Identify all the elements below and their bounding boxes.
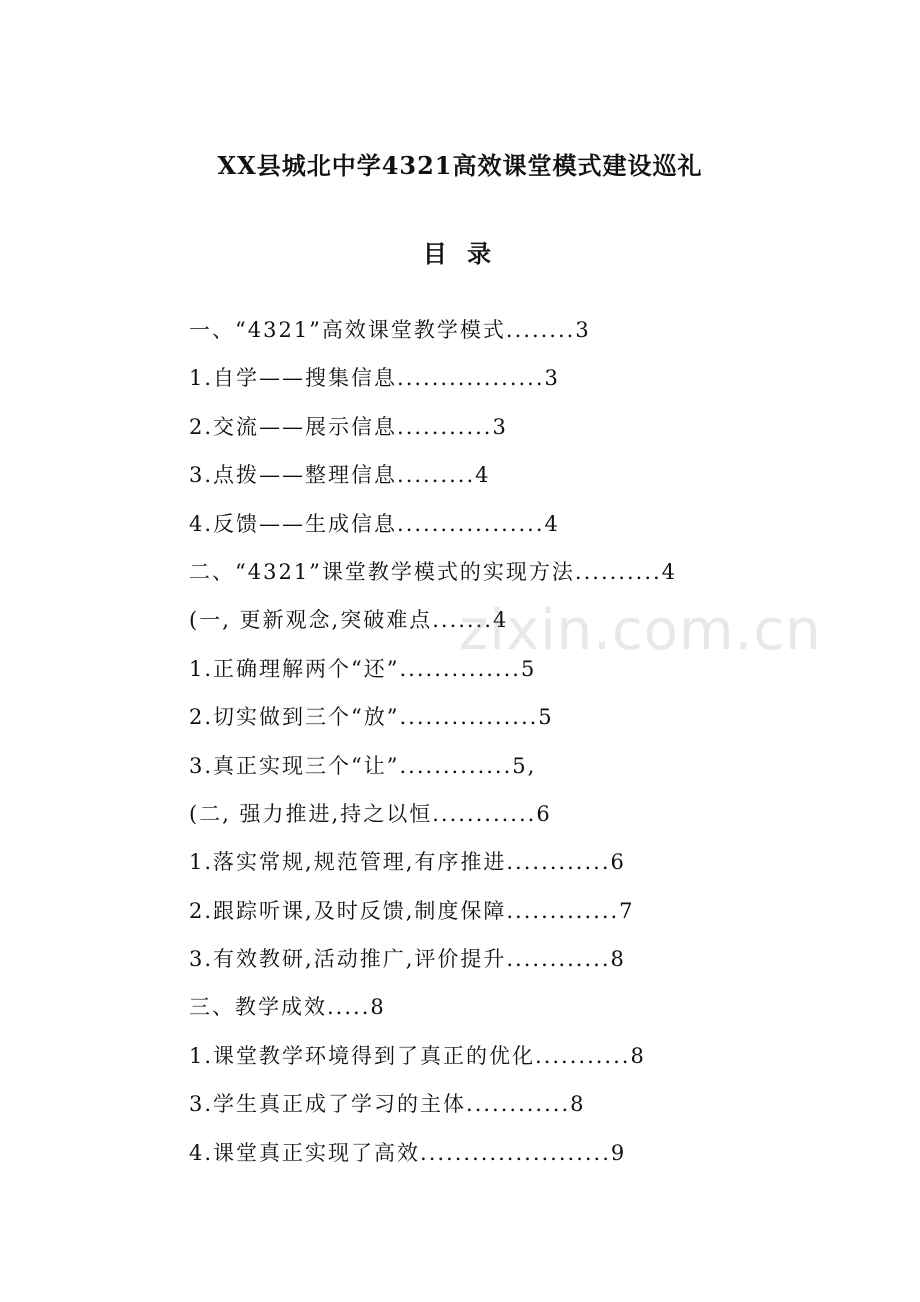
toc-item: 一、“4321”高效课堂教学模式........3 xyxy=(189,318,591,342)
toc-item: 三、教学成效.....8 xyxy=(189,995,386,1020)
toc-item: 4.反馈——生成信息.................4 xyxy=(189,511,560,536)
toc-item: (一, 更新观念,突破难点.......4 xyxy=(189,608,509,633)
table-of-contents xyxy=(189,312,677,1183)
toc-item: 1.正确理解两个“还”..............5 xyxy=(189,656,537,681)
toc-item: 4.课堂真正实现了高效......................9 xyxy=(189,1140,627,1165)
toc-item: 1.课堂教学环境得到了真正的优化...........8 xyxy=(189,1043,646,1068)
toc-item: 3.学生真正成了学习的主体............8 xyxy=(189,1092,586,1117)
toc-item: 2.切实做到三个“放”................5 xyxy=(189,705,554,730)
toc-item: 1.自学——搜集信息.................3 xyxy=(189,366,560,391)
document-title: XX县城北中学4321高效课堂模式建设巡礼 xyxy=(217,151,703,180)
toc-item: 3.点拨——整理信息.........4 xyxy=(189,463,491,488)
toc-item: 2.交流——展示信息...........3 xyxy=(189,414,508,439)
toc-item: 3.真正实现三个“让”.............5, xyxy=(189,753,537,778)
toc-item: 2.跟踪听课,及时反馈,制度保障.............7 xyxy=(189,898,635,923)
toc-item: (二, 强力推进,持之以恒............6 xyxy=(189,801,552,826)
toc-heading: 目 录 xyxy=(422,239,498,268)
toc-item: 3.有效教研,活动推广,评价提升............8 xyxy=(189,947,626,972)
toc-item: 二、“4321”课堂教学模式的实现方法..........4 xyxy=(189,559,678,584)
watermark: zixin.com.cn xyxy=(459,598,822,663)
toc-item: 1.落实常规,规范管理,有序推进............6 xyxy=(189,850,626,875)
